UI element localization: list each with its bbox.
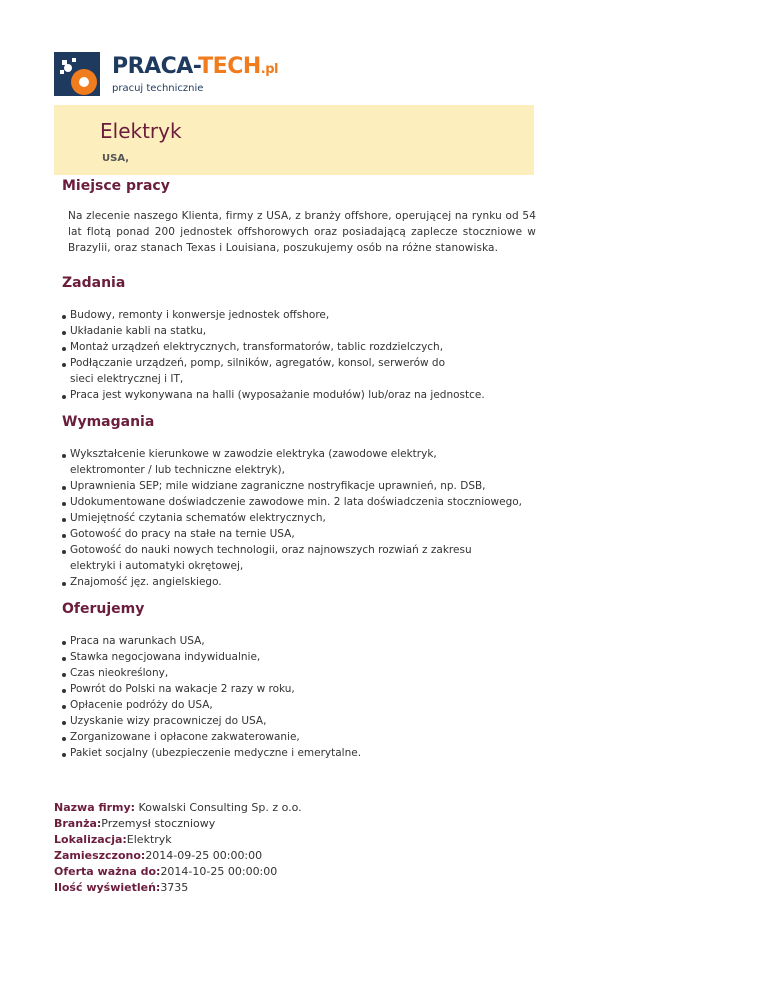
list-item: Uzyskanie wizy pracowniczej do USA, (62, 713, 536, 729)
list-item: Praca na warunkach USA, (62, 633, 536, 649)
list-item: Powrót do Polski na wakacje 2 razy w roku, (62, 681, 536, 697)
meta-location (54, 832, 302, 848)
list-item: Udokumentowane doświadczenie zawodowe min. 2 lata doświadczenia stoczniowego, (62, 494, 536, 510)
requirements-list (54, 446, 536, 590)
list-item: Gotowość do pracy na stałe na ternie USA, (62, 526, 536, 542)
meta-views (54, 880, 302, 896)
job-title-box (54, 105, 534, 175)
list-item: Montaż urządzeń elektrycznych, transformatorów, tablic rozdzielczych, (62, 339, 536, 355)
logo-wordmark (112, 54, 278, 83)
list-item: Zorganizowane i opłacone zakwaterowanie, (62, 729, 536, 745)
list-item: Praca jest wykonywana na halli (wyposażanie modułów) lub/oraz na jednostce. (62, 387, 536, 403)
job-location: USA, (102, 153, 130, 164)
meta-label: Lokalizacja: (54, 833, 127, 846)
offer-list (54, 633, 536, 761)
job-title: Elektryk (100, 119, 182, 143)
meta-label: Zamieszczono: (54, 849, 146, 862)
meta-value: Elektryk (126, 833, 172, 846)
meta-label: Oferta ważna do: (54, 865, 161, 878)
meta-value: 2014-09-25 00:00:00 (145, 849, 263, 862)
list-item: Stawka negocjowana indywidualnie, (62, 649, 536, 665)
meta-value: Przemysł stoczniowy (101, 817, 216, 830)
meta-value: Kowalski Consulting Sp. z o.o. (135, 801, 302, 814)
list-item: Umiejętność czytania schematów elektrycznych, (62, 510, 536, 526)
list-item: Budowy, remonty i konwersje jednostek offshore, (62, 307, 536, 323)
job-content (54, 176, 536, 761)
site-logo[interactable] (54, 52, 278, 96)
gear-logo-icon (54, 52, 100, 96)
list-item: Czas nieokreślony, (62, 665, 536, 681)
meta-industry (54, 816, 302, 832)
list-item: Uprawnienia SEP; mile widziane zagraniczne nostryfikacje uprawnień, np. DSB, (62, 478, 536, 494)
logo-name-part2: TECH (198, 54, 261, 79)
meta-valid-until (54, 864, 302, 880)
list-item: Układanie kabli na statku, (62, 323, 536, 339)
place-description: Na zlecenie naszego Klienta, firmy z USA, z branży offshore, operującej na rynku od 54 lat flotą ponad 200 jednostek offshorowych oraz posiadającą zaplecze stoczniowe w Brazylii, oraz stanach Texas i Louisiana, poszukujemy osób na różne stanowiska. (68, 210, 536, 254)
section-heading-tasks: Zadania (62, 275, 126, 291)
list-item: Podłączanie urządzeń, pomp, silników, agregatów, konsol, serwerów do sieci elektrycznej i IT, (62, 355, 536, 387)
meta-label: Ilość wyświetleń: (54, 881, 161, 894)
list-item: Pakiet socjalny (ubezpieczenie medyczne i emerytalne. (62, 745, 536, 761)
meta-label: Nazwa firmy: (54, 801, 136, 814)
meta-value: 2014-10-25 00:00:00 (160, 865, 278, 878)
section-heading-requirements: Wymagania (62, 414, 155, 430)
logo-tagline: pracuj technicznie (112, 83, 204, 94)
meta-company (54, 800, 302, 816)
list-item: Gotowość do nauki nowych technologii, oraz najnowszych rozwiań z zakresu elektryki i automatyki okrętowej, (62, 542, 536, 574)
meta-label: Branża: (54, 817, 102, 830)
section-heading-place: Miejsce pracy (62, 178, 170, 194)
list-item: Znajomość jęz. angielskiego. (62, 574, 536, 590)
logo-name-tld: .pl (260, 62, 278, 77)
job-meta (54, 800, 302, 896)
meta-posted (54, 848, 302, 864)
list-item: Wykształcenie kierunkowe w zawodzie elektryka (zawodowe elektryk, elektromonter / lub techniczne elektryk), (62, 446, 536, 478)
section-heading-offer: Oferujemy (62, 601, 145, 617)
tasks-list (54, 307, 536, 403)
meta-value: 3735 (160, 881, 189, 894)
logo-name-part1: PRACA- (112, 54, 199, 79)
list-item: Opłacenie podróży do USA, (62, 697, 536, 713)
